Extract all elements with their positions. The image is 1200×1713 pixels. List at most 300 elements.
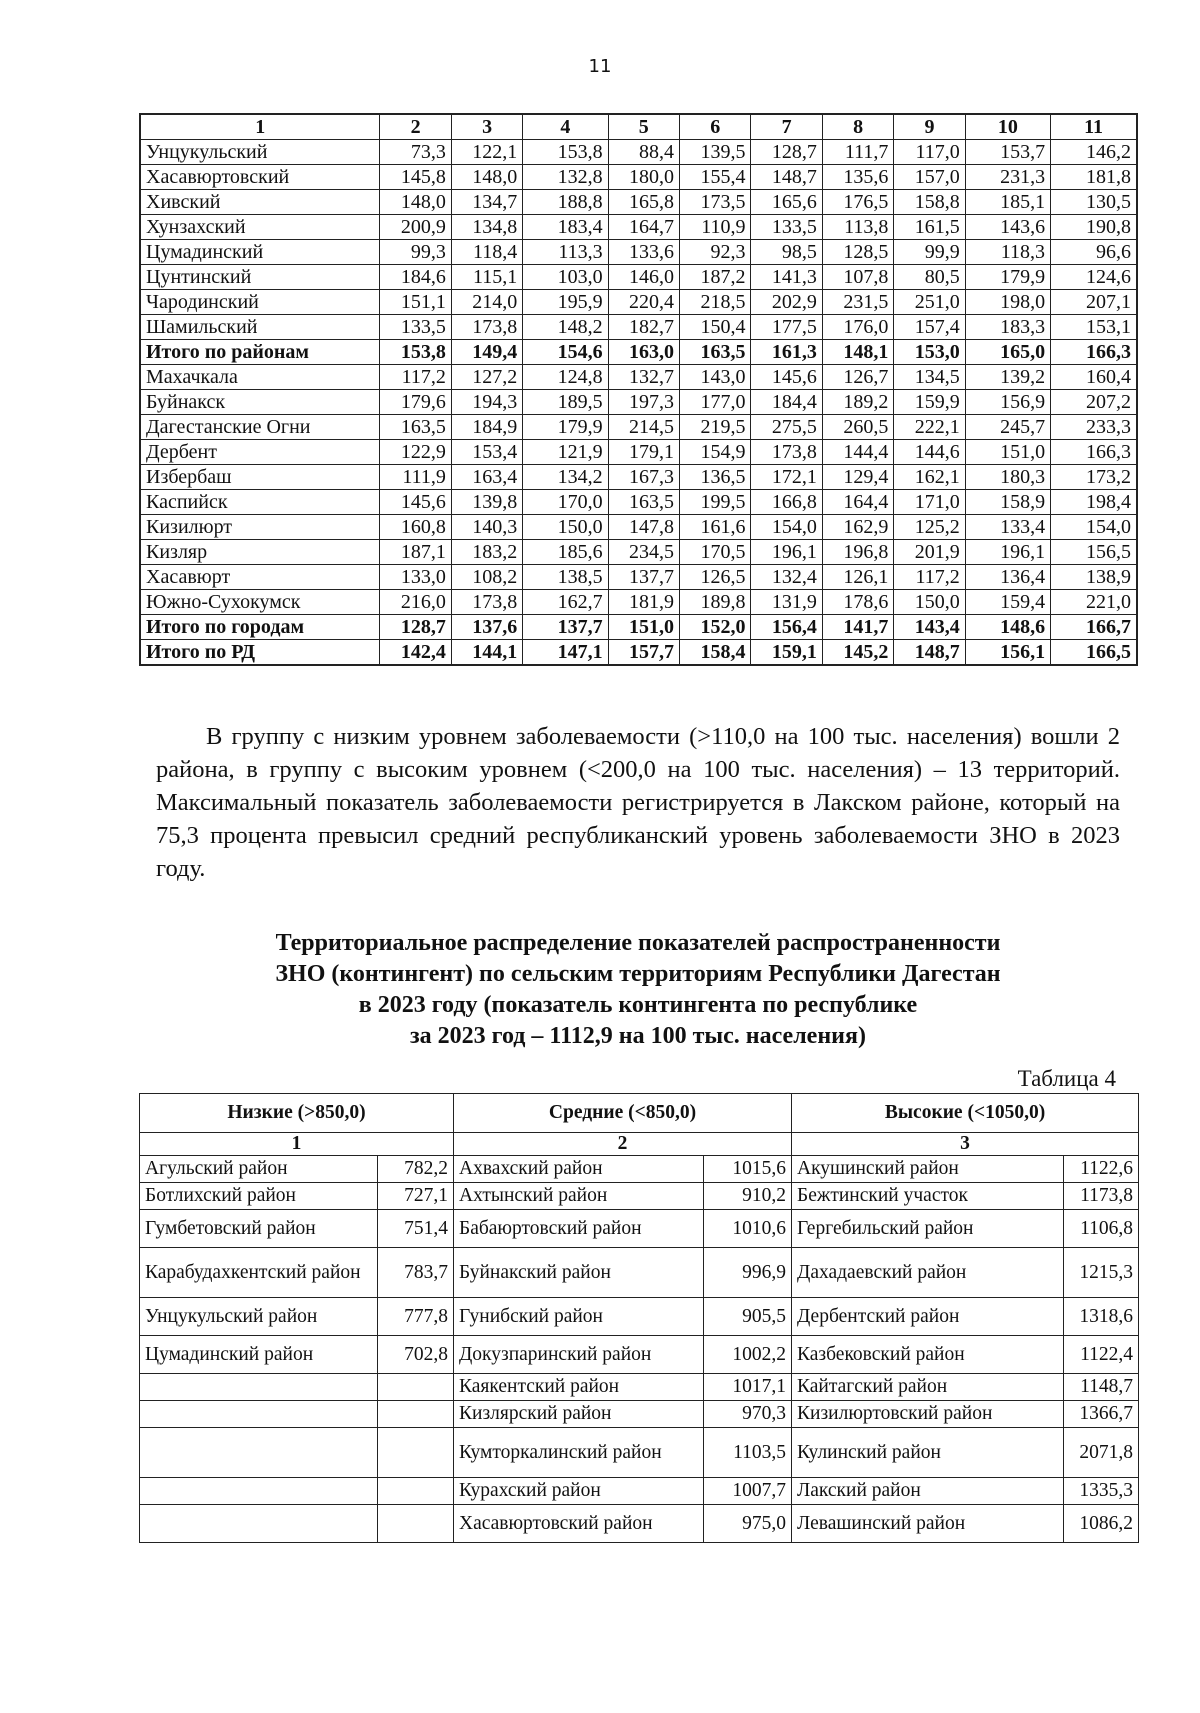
district-name: Ахтынский район xyxy=(454,1183,704,1210)
table-cell: 158,4 xyxy=(680,640,751,666)
table-cell: 170,5 xyxy=(680,540,751,565)
table-cell: 128,5 xyxy=(822,240,893,265)
district-value: 910,2 xyxy=(704,1183,792,1210)
table-cell: 121,9 xyxy=(523,440,608,465)
table-cell: 128,7 xyxy=(380,615,451,640)
heading-line: в 2023 году (показатель контингента по республике xyxy=(358,992,918,1018)
table-cell: 163,5 xyxy=(608,490,679,515)
district-name: Карабудахкентский район xyxy=(140,1248,378,1298)
table-cell: 164,4 xyxy=(822,490,893,515)
table-cell: 150,0 xyxy=(894,590,965,615)
district-value: 782,2 xyxy=(378,1156,454,1183)
table-cell: 219,5 xyxy=(680,415,751,440)
territory-name: Чародинский xyxy=(140,290,380,315)
table-cell: 202,9 xyxy=(751,290,822,315)
table-header-row xyxy=(140,114,1137,140)
district-name xyxy=(140,1428,378,1478)
table-header-row xyxy=(140,1094,1139,1133)
table-cell: 153,1 xyxy=(1051,315,1137,340)
territory-name: Южно-Сухокумск xyxy=(140,590,380,615)
table-cell: 134,7 xyxy=(451,190,522,215)
territory-name: Цунтинский xyxy=(140,265,380,290)
table-cell: 142,4 xyxy=(380,640,451,666)
table-cell: 130,5 xyxy=(1051,190,1137,215)
table-cell: 157,0 xyxy=(894,165,965,190)
table-row xyxy=(140,1248,1139,1298)
table-cell: 124,8 xyxy=(523,365,608,390)
table-cell: 157,4 xyxy=(894,315,965,340)
summary-paragraph: В группу с низким уровнем заболеваемости (>110,0 на 100 тыс. населения) вошли 2 района, в группу с высоким уровнем (<200,0 на 100 тыс. населения) – 13 территорий. Максимальный показатель заболеваемости регистрируется в Лакском районе, который на 75,3 процента превысил средний республиканский уровень заболеваемости ЗНО в 2023 году. xyxy=(156,723,1120,882)
district-name: Кайтагский район xyxy=(792,1374,1064,1401)
table-cell: 98,5 xyxy=(751,240,822,265)
table-cell: 149,4 xyxy=(451,340,522,365)
table-cell: 189,5 xyxy=(523,390,608,415)
table-cell: 137,6 xyxy=(451,615,522,640)
table-cell: 132,7 xyxy=(608,365,679,390)
table-cell: 117,0 xyxy=(894,140,965,165)
table-cell: 166,5 xyxy=(1051,640,1137,666)
district-value: 905,5 xyxy=(704,1298,792,1336)
district-value: 1106,8 xyxy=(1064,1210,1139,1248)
table-row xyxy=(140,540,1137,565)
table-cell: 190,8 xyxy=(1051,215,1137,240)
table-row xyxy=(140,565,1137,590)
table-cell: 156,4 xyxy=(751,615,822,640)
table-cell: 117,2 xyxy=(380,365,451,390)
table-cell: 220,4 xyxy=(608,290,679,315)
district-value: 702,8 xyxy=(378,1336,454,1374)
table-cell: 145,2 xyxy=(822,640,893,666)
table-row xyxy=(140,265,1137,290)
table-cell: 148,1 xyxy=(822,340,893,365)
table-cell: 181,8 xyxy=(1051,165,1137,190)
table-cell: 185,1 xyxy=(965,190,1050,215)
heading-line: ЗНО (контингент) по сельским территориям Республики Дагестан xyxy=(275,961,1001,987)
table-cell: 88,4 xyxy=(608,140,679,165)
heading-line: Территориальное распределение показателей распространенности xyxy=(275,930,1001,956)
district-value: 2071,8 xyxy=(1064,1428,1139,1478)
table-cell: 251,0 xyxy=(894,290,965,315)
district-name: Кизилюртовский район xyxy=(792,1401,1064,1428)
column-header: 6 xyxy=(680,114,751,140)
district-name: Гергебильский район xyxy=(792,1210,1064,1248)
territory-name: Дагестанские Огни xyxy=(140,415,380,440)
table-cell: 172,1 xyxy=(751,465,822,490)
table-cell: 165,8 xyxy=(608,190,679,215)
column-header: 8 xyxy=(822,114,893,140)
table-row xyxy=(140,1183,1139,1210)
table-row xyxy=(140,440,1137,465)
table-cell: 199,5 xyxy=(680,490,751,515)
table-row xyxy=(140,1505,1139,1543)
district-name: Хасавюртовский район xyxy=(454,1505,704,1543)
table-cell: 161,5 xyxy=(894,215,965,240)
table-cell: 139,8 xyxy=(451,490,522,515)
table-cell: 187,1 xyxy=(380,540,451,565)
prevalence-table xyxy=(139,1093,1139,1543)
table-cell: 231,5 xyxy=(822,290,893,315)
table-cell: 184,9 xyxy=(451,415,522,440)
district-value: 1173,8 xyxy=(1064,1183,1139,1210)
table-cell: 176,5 xyxy=(822,190,893,215)
column-header: 7 xyxy=(751,114,822,140)
table-cell: 151,0 xyxy=(965,440,1050,465)
table-cell: 183,2 xyxy=(451,540,522,565)
table-cell: 126,7 xyxy=(822,365,893,390)
table-cell: 99,3 xyxy=(380,240,451,265)
table-cell: 118,4 xyxy=(451,240,522,265)
district-value: 996,9 xyxy=(704,1248,792,1298)
territory-name: Итого по районам xyxy=(140,340,380,365)
table-cell: 181,9 xyxy=(608,590,679,615)
table-row xyxy=(140,1336,1139,1374)
page-number: 11 xyxy=(588,56,612,77)
column-header: 9 xyxy=(894,114,965,140)
district-name xyxy=(140,1478,378,1505)
table-cell: 141,7 xyxy=(822,615,893,640)
table-cell: 173,8 xyxy=(451,315,522,340)
table-cell: 173,8 xyxy=(451,590,522,615)
table-cell: 153,0 xyxy=(894,340,965,365)
table-cell: 148,6 xyxy=(965,615,1050,640)
table-cell: 198,0 xyxy=(965,290,1050,315)
territory-name: Хасавюрт xyxy=(140,565,380,590)
table-cell: 148,7 xyxy=(751,165,822,190)
district-name: Кизлярский район xyxy=(454,1401,704,1428)
table-cell: 231,3 xyxy=(965,165,1050,190)
column-header: 5 xyxy=(608,114,679,140)
table-cell: 179,9 xyxy=(965,265,1050,290)
table-row xyxy=(140,390,1137,415)
table-cell: 118,3 xyxy=(965,240,1050,265)
table-row xyxy=(140,515,1137,540)
table-cell: 162,9 xyxy=(822,515,893,540)
table-cell: 177,0 xyxy=(680,390,751,415)
table-cell: 214,0 xyxy=(451,290,522,315)
district-value: 1017,1 xyxy=(704,1374,792,1401)
table-cell: 144,6 xyxy=(894,440,965,465)
table-row xyxy=(140,1210,1139,1248)
district-value xyxy=(378,1478,454,1505)
table-cell: 184,6 xyxy=(380,265,451,290)
table-cell: 195,9 xyxy=(523,290,608,315)
table-cell: 144,1 xyxy=(451,640,522,666)
table-cell: 159,1 xyxy=(751,640,822,666)
territory-name: Итого по РД xyxy=(140,640,380,666)
territory-name: Махачкала xyxy=(140,365,380,390)
column-header: 1 xyxy=(140,114,380,140)
table-cell: 173,5 xyxy=(680,190,751,215)
table-cell: 141,3 xyxy=(751,265,822,290)
table-cell: 260,5 xyxy=(822,415,893,440)
table-cell: 107,8 xyxy=(822,265,893,290)
table-cell: 221,0 xyxy=(1051,590,1137,615)
table-cell: 216,0 xyxy=(380,590,451,615)
territory-name: Хасавюртовский xyxy=(140,165,380,190)
district-value: 1148,7 xyxy=(1064,1374,1139,1401)
table-cell: 127,2 xyxy=(451,365,522,390)
table-cell: 153,4 xyxy=(451,440,522,465)
district-name xyxy=(140,1505,378,1543)
table-cell: 154,9 xyxy=(680,440,751,465)
district-value: 970,3 xyxy=(704,1401,792,1428)
territory-name: Унцукульский xyxy=(140,140,380,165)
table-cell: 133,0 xyxy=(380,565,451,590)
table-cell: 117,2 xyxy=(894,565,965,590)
table-cell: 179,6 xyxy=(380,390,451,415)
table-cell: 183,4 xyxy=(523,215,608,240)
table-cell: 146,2 xyxy=(1051,140,1137,165)
table-cell: 113,8 xyxy=(822,215,893,240)
table-cell: 132,4 xyxy=(751,565,822,590)
table-row xyxy=(140,290,1137,315)
table-cell: 201,9 xyxy=(894,540,965,565)
table-row xyxy=(140,490,1137,515)
column-number: 2 xyxy=(454,1133,792,1156)
table-cell: 166,8 xyxy=(751,490,822,515)
district-value: 783,7 xyxy=(378,1248,454,1298)
table-cell: 163,5 xyxy=(680,340,751,365)
table-cell: 233,3 xyxy=(1051,415,1137,440)
table-cell: 151,0 xyxy=(608,615,679,640)
territory-name: Цумадинский xyxy=(140,240,380,265)
table-cell: 156,1 xyxy=(965,640,1050,666)
header-medium: Средние (<850,0) xyxy=(454,1094,792,1133)
table-cell: 188,8 xyxy=(523,190,608,215)
table-cell: 143,4 xyxy=(894,615,965,640)
table-cell: 197,3 xyxy=(608,390,679,415)
table-cell: 166,3 xyxy=(1051,440,1137,465)
table-cell: 122,9 xyxy=(380,440,451,465)
district-value: 1015,6 xyxy=(704,1156,792,1183)
district-value: 751,4 xyxy=(378,1210,454,1248)
table-row xyxy=(140,590,1137,615)
table-cell: 136,4 xyxy=(965,565,1050,590)
column-header: 3 xyxy=(451,114,522,140)
district-value: 1007,7 xyxy=(704,1478,792,1505)
section-heading xyxy=(170,928,1106,1052)
district-value: 1335,3 xyxy=(1064,1478,1139,1505)
table-row xyxy=(140,365,1137,390)
table-cell: 124,6 xyxy=(1051,265,1137,290)
table-cell: 110,9 xyxy=(680,215,751,240)
territory-name: Кизилюрт xyxy=(140,515,380,540)
district-name: Лакский район xyxy=(792,1478,1064,1505)
table-cell: 134,8 xyxy=(451,215,522,240)
table-cell: 96,6 xyxy=(1051,240,1137,265)
district-value: 1215,3 xyxy=(1064,1248,1139,1298)
table-cell: 167,3 xyxy=(608,465,679,490)
table-cell: 160,8 xyxy=(380,515,451,540)
table-row xyxy=(140,1298,1139,1336)
district-value: 1366,7 xyxy=(1064,1401,1139,1428)
table-cell: 133,5 xyxy=(380,315,451,340)
table-cell: 145,8 xyxy=(380,165,451,190)
column-header: 11 xyxy=(1051,114,1137,140)
table-row xyxy=(140,240,1137,265)
district-name: Унцукульский район xyxy=(140,1298,378,1336)
district-value: 1318,6 xyxy=(1064,1298,1139,1336)
table-cell: 143,0 xyxy=(680,365,751,390)
district-name: Курахский район xyxy=(454,1478,704,1505)
table-cell: 136,5 xyxy=(680,465,751,490)
table-cell: 148,7 xyxy=(894,640,965,666)
table-cell: 132,8 xyxy=(523,165,608,190)
table-cell: 189,2 xyxy=(822,390,893,415)
table-cell: 179,9 xyxy=(523,415,608,440)
table-cell: 133,6 xyxy=(608,240,679,265)
district-name: Ахвахский район xyxy=(454,1156,704,1183)
table-cell: 275,5 xyxy=(751,415,822,440)
district-name: Бежтинский участок xyxy=(792,1183,1064,1210)
column-number-row xyxy=(140,1133,1139,1156)
table-cell: 173,2 xyxy=(1051,465,1137,490)
table-cell: 155,4 xyxy=(680,165,751,190)
table-cell: 128,7 xyxy=(751,140,822,165)
table-cell: 144,4 xyxy=(822,440,893,465)
district-name: Левашинский район xyxy=(792,1505,1064,1543)
table-row xyxy=(140,215,1137,240)
table-cell: 133,4 xyxy=(965,515,1050,540)
column-number: 1 xyxy=(140,1133,454,1156)
table-cell: 152,0 xyxy=(680,615,751,640)
table-cell: 166,3 xyxy=(1051,340,1137,365)
district-name xyxy=(140,1374,378,1401)
column-header: 10 xyxy=(965,114,1050,140)
table-cell: 177,5 xyxy=(751,315,822,340)
district-name: Казбековский район xyxy=(792,1336,1064,1374)
table-cell: 145,6 xyxy=(751,365,822,390)
table-cell: 200,9 xyxy=(380,215,451,240)
table-cell: 162,1 xyxy=(894,465,965,490)
table-cell: 157,7 xyxy=(608,640,679,666)
table-cell: 125,2 xyxy=(894,515,965,540)
table-cell: 156,5 xyxy=(1051,540,1137,565)
table-cell: 161,6 xyxy=(680,515,751,540)
column-number: 3 xyxy=(792,1133,1139,1156)
table-cell: 162,7 xyxy=(523,590,608,615)
table-cell: 179,1 xyxy=(608,440,679,465)
table-cell: 159,4 xyxy=(965,590,1050,615)
table-cell: 139,5 xyxy=(680,140,751,165)
table-cell: 207,1 xyxy=(1051,290,1137,315)
table-cell: 131,9 xyxy=(751,590,822,615)
table-row xyxy=(140,1478,1139,1505)
table-cell: 183,3 xyxy=(965,315,1050,340)
table-label: Таблица 4 xyxy=(1017,1066,1116,1091)
table-cell: 234,5 xyxy=(608,540,679,565)
district-value: 1010,6 xyxy=(704,1210,792,1248)
morbidity-table xyxy=(139,113,1138,666)
table-cell: 194,3 xyxy=(451,390,522,415)
table-row xyxy=(140,615,1137,640)
header-low: Низкие (>850,0) xyxy=(140,1094,454,1133)
table-cell: 171,0 xyxy=(894,490,965,515)
district-name: Докузпаринский район xyxy=(454,1336,704,1374)
district-name: Дахадаевский район xyxy=(792,1248,1064,1298)
district-name xyxy=(140,1401,378,1428)
table-cell: 158,8 xyxy=(894,190,965,215)
table-cell: 92,3 xyxy=(680,240,751,265)
table-cell: 153,8 xyxy=(523,140,608,165)
table-row xyxy=(140,190,1137,215)
table-cell: 134,2 xyxy=(523,465,608,490)
table-cell: 156,9 xyxy=(965,390,1050,415)
territory-name: Дербент xyxy=(140,440,380,465)
district-name: Дербентский район xyxy=(792,1298,1064,1336)
table-row xyxy=(140,415,1137,440)
district-name: Гумбетовский район xyxy=(140,1210,378,1248)
table-cell: 138,9 xyxy=(1051,565,1137,590)
table-cell: 103,0 xyxy=(523,265,608,290)
district-value xyxy=(378,1401,454,1428)
table-cell: 153,8 xyxy=(380,340,451,365)
district-value xyxy=(378,1428,454,1478)
table-cell: 218,5 xyxy=(680,290,751,315)
header-high: Высокие (<1050,0) xyxy=(792,1094,1139,1133)
table-cell: 150,0 xyxy=(523,515,608,540)
table-cell: 143,6 xyxy=(965,215,1050,240)
district-value: 1122,4 xyxy=(1064,1336,1139,1374)
table-cell: 99,9 xyxy=(894,240,965,265)
district-name: Гунибский район xyxy=(454,1298,704,1336)
table-cell: 133,5 xyxy=(751,215,822,240)
table-cell: 164,7 xyxy=(608,215,679,240)
table-cell: 160,4 xyxy=(1051,365,1137,390)
district-name: Агульский район xyxy=(140,1156,378,1183)
table-cell: 166,7 xyxy=(1051,615,1137,640)
district-name: Буйнакский район xyxy=(454,1248,704,1298)
table-cell: 163,5 xyxy=(380,415,451,440)
district-value: 1086,2 xyxy=(1064,1505,1139,1543)
district-value: 727,1 xyxy=(378,1183,454,1210)
table-cell: 137,7 xyxy=(608,565,679,590)
table-cell: 198,4 xyxy=(1051,490,1137,515)
district-value: 1002,2 xyxy=(704,1336,792,1374)
district-name: Кулинский район xyxy=(792,1428,1064,1478)
table-cell: 126,5 xyxy=(680,565,751,590)
territory-name: Каспийск xyxy=(140,490,380,515)
table-cell: 111,7 xyxy=(822,140,893,165)
table-row xyxy=(140,140,1137,165)
table-cell: 163,0 xyxy=(608,340,679,365)
table-cell: 159,9 xyxy=(894,390,965,415)
table-cell: 122,1 xyxy=(451,140,522,165)
district-value xyxy=(378,1505,454,1543)
table-cell: 129,4 xyxy=(822,465,893,490)
table-cell: 178,6 xyxy=(822,590,893,615)
territory-name: Кизляр xyxy=(140,540,380,565)
table-cell: 150,4 xyxy=(680,315,751,340)
table-cell: 148,0 xyxy=(380,190,451,215)
table-cell: 146,0 xyxy=(608,265,679,290)
table-cell: 165,6 xyxy=(751,190,822,215)
table-row xyxy=(140,315,1137,340)
territory-name: Хивский xyxy=(140,190,380,215)
district-value: 1122,6 xyxy=(1064,1156,1139,1183)
table-cell: 187,2 xyxy=(680,265,751,290)
territory-name: Шамильский xyxy=(140,315,380,340)
table-cell: 135,6 xyxy=(822,165,893,190)
table-row xyxy=(140,465,1137,490)
table-cell: 165,0 xyxy=(965,340,1050,365)
district-value xyxy=(378,1374,454,1401)
district-value: 1103,5 xyxy=(704,1428,792,1478)
table-cell: 126,1 xyxy=(822,565,893,590)
table-cell: 176,0 xyxy=(822,315,893,340)
district-name: Ботлихский район xyxy=(140,1183,378,1210)
table-cell: 173,8 xyxy=(751,440,822,465)
